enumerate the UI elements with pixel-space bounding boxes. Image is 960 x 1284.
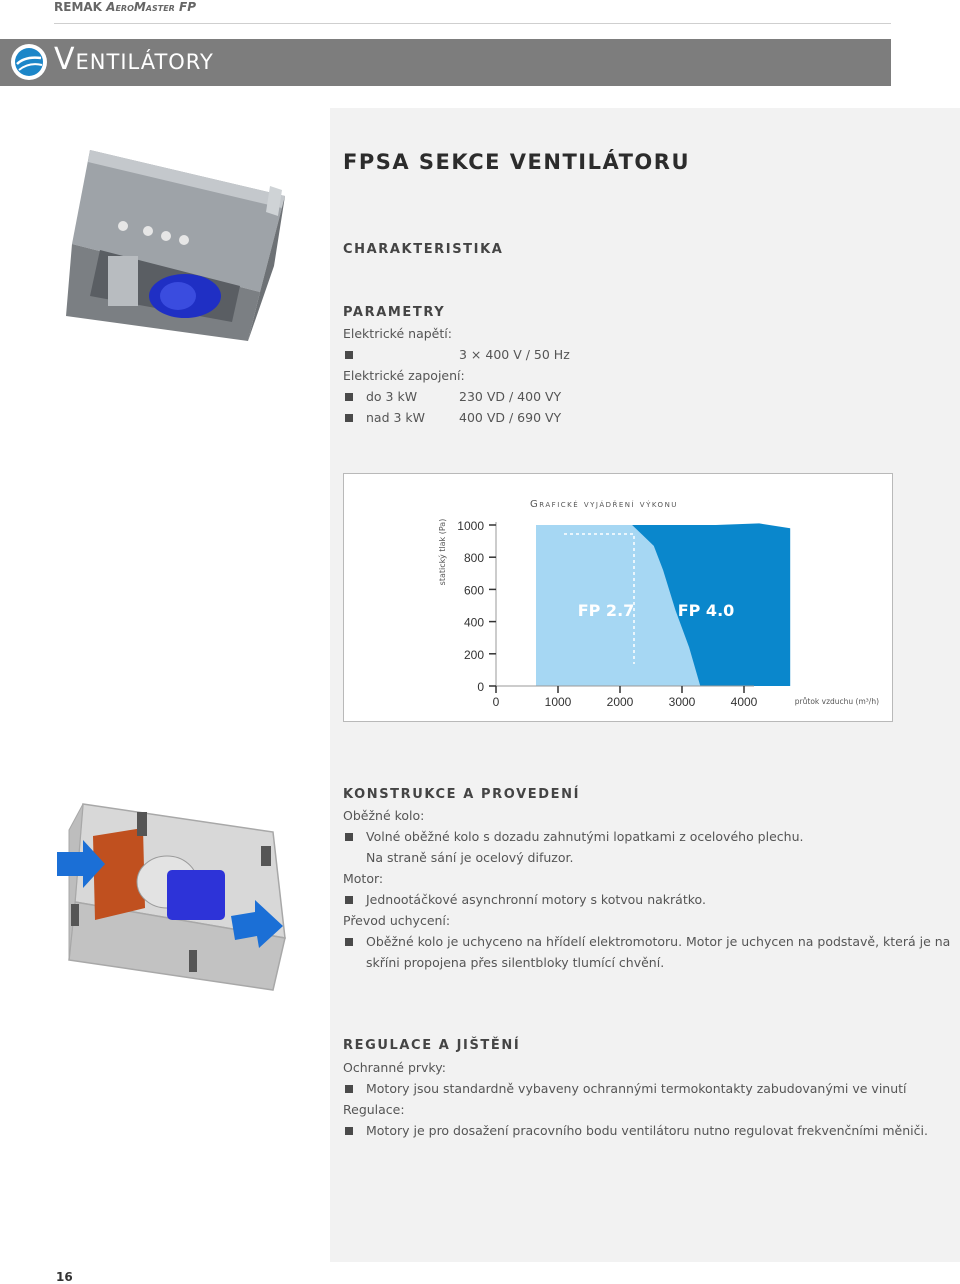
y-axis-label: statický tlak (Pa) — [438, 518, 447, 586]
bullet-icon — [345, 351, 353, 359]
prevod-item: Oběžné kolo je uchyceno na hřídelí elektromotoru. Motor je uchycen na podstavě, která je na — [366, 934, 951, 949]
napeti-value: 3 × 400 V / 50 Hz — [459, 347, 570, 362]
y-tick-label: 400 — [463, 615, 484, 630]
x-tick-label: 0 — [492, 695, 500, 709]
ochranne-item: Motory jsou standardně vybaveny ochrannými termokontakty zabudovanými ve vinutí — [366, 1081, 907, 1096]
obezne-item-continued: Na straně sání je ocelový difuzor. — [366, 850, 574, 865]
running-head — [54, 0, 196, 14]
zapojeni-row-value: 230 VD / 400 VY — [459, 389, 562, 404]
product-title: FPSA SEKCE VENTILÁTORU — [343, 150, 691, 174]
prevod-item-continued: skříni propojena přes silentbloky tlumící chvění. — [366, 955, 665, 970]
globe-icon — [15, 48, 43, 76]
motor-label: Motor: — [343, 871, 384, 886]
bullet-icon — [345, 938, 353, 946]
motor-item: Jednootáčkové asynchronní motory s kotvou nakrátko. — [366, 892, 706, 907]
bullet-icon — [345, 833, 353, 841]
fan-schematic-image — [55, 790, 315, 1005]
regulace-label: Regulace: — [343, 1102, 405, 1117]
zapojeni-label: Elektrické zapojení: — [343, 368, 465, 383]
zapojeni-row-label: nad 3 kW — [366, 410, 426, 425]
brand-name: REMAK — [54, 0, 102, 14]
section-title: Ventilátory — [54, 42, 214, 77]
bullet-icon — [345, 393, 353, 401]
napeti-label: Elektrické napětí: — [343, 326, 452, 341]
series-label: FP 2.7 — [577, 601, 635, 620]
series-name: AeroMaster FP — [106, 0, 197, 14]
x-tick-label: 1000 — [544, 695, 572, 709]
x-tick-label: 2000 — [606, 695, 634, 709]
performance-chart-svg — [344, 474, 892, 721]
header-rule — [54, 23, 891, 24]
bullet-icon — [345, 1127, 353, 1135]
y-tick-label: 1000 — [457, 519, 484, 533]
x-axis-label: průtok vzduchu (m³/h) — [794, 697, 879, 706]
bullet-icon — [345, 414, 353, 422]
ochranne-label: Ochranné prvky: — [343, 1060, 446, 1075]
performance-chart — [343, 473, 893, 722]
zapojeni-row-value: 400 VD / 690 VY — [459, 410, 562, 425]
prevod-label: Převod uchycení: — [343, 913, 451, 928]
bullet-icon — [345, 896, 353, 904]
x-tick-label: 4000 — [730, 695, 758, 709]
fan-section-photo — [60, 146, 310, 352]
konstrukce-heading: KONSTRUKCE A PROVEDENÍ — [343, 787, 581, 802]
regulace-heading: REGULACE A JIŠTĚNÍ — [343, 1038, 521, 1053]
x-tick-label: 3000 — [668, 695, 696, 709]
y-tick-label: 600 — [463, 583, 484, 598]
y-tick-label: 0 — [477, 680, 484, 694]
page-number: 16 — [56, 1270, 73, 1284]
y-tick-label: 200 — [463, 647, 484, 662]
parametry-heading: PARAMETRY — [343, 305, 446, 320]
obezne-item: Volné oběžné kolo s dozadu zahnutými lopatkami z ocelového plechu. — [366, 829, 804, 844]
series-label: FP 4.0 — [677, 601, 735, 620]
obezne-label: Oběžné kolo: — [343, 808, 425, 823]
y-tick-label: 800 — [463, 551, 484, 566]
charakteristika-heading: CHARAKTERISTIKA — [343, 242, 504, 257]
zapojeni-row-label: do 3 kW — [366, 389, 418, 404]
chart-title: Grafické vyjádření výkonu — [530, 499, 678, 510]
regulace-item: Motory je pro dosažení pracovního bodu ventilátoru nutno regulovat frekvenčními měniči. — [366, 1123, 928, 1138]
bullet-icon — [345, 1085, 353, 1093]
